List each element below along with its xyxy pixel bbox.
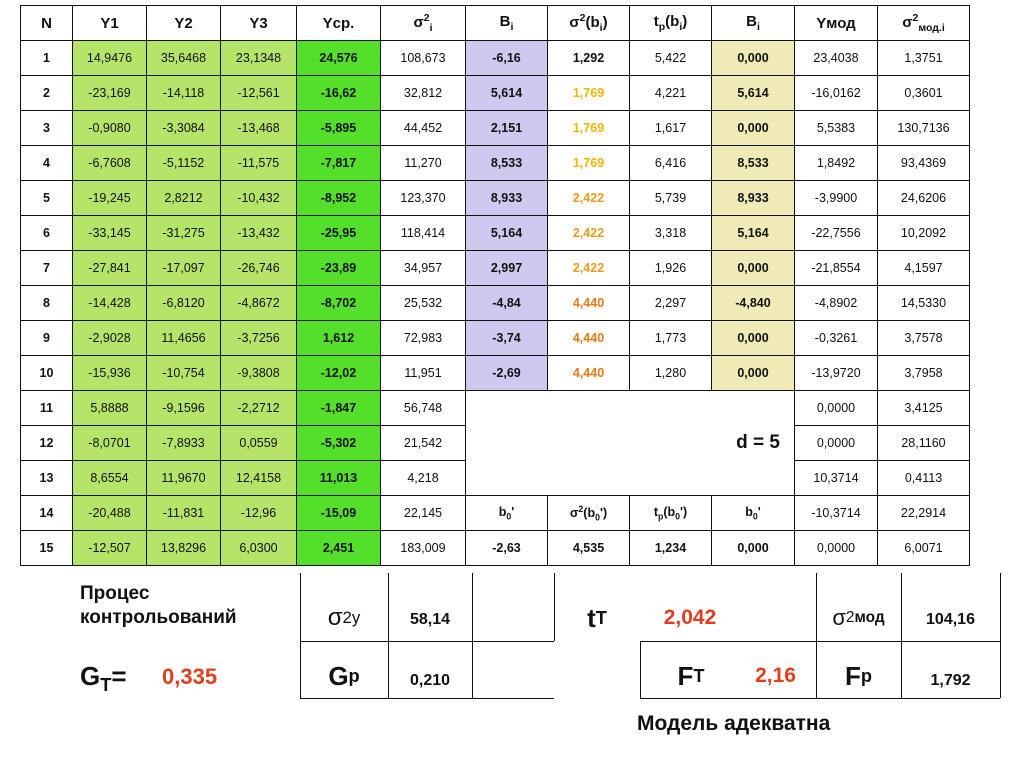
ycp-cell: -23,89: [297, 251, 381, 286]
header-b: $B_i$: [466, 6, 548, 41]
b-cell: 8,933: [466, 181, 548, 216]
y3-cell: -13,468: [221, 111, 297, 146]
sigma-cell: 183,009: [381, 531, 466, 566]
sigma-cell: 44,452: [381, 111, 466, 146]
y3-cell: -2,2712: [221, 391, 297, 426]
ycp-cell: -12,02: [297, 356, 381, 391]
b0-header: $b_0'$: [466, 496, 548, 531]
g-table-label: $G_T=$: [80, 661, 127, 696]
tp-cell: 1,280: [630, 356, 712, 391]
ycp-cell: 24,576: [297, 41, 381, 76]
sigma-mod-cell: 10,2092: [878, 216, 970, 251]
sigma-mod-cell: 22,2914: [878, 496, 970, 531]
header-y3: Y3: [221, 6, 297, 41]
y1-cell: -12,507: [73, 531, 147, 566]
y3-cell: -9,3808: [221, 356, 297, 391]
b-significant-cell: -4,840: [712, 286, 795, 321]
b-cell: 8,533: [466, 146, 548, 181]
process-label: Процес контрольований: [80, 583, 237, 628]
y3-cell: -26,746: [221, 251, 297, 286]
tp-cell: 2,297: [630, 286, 712, 321]
sigma-mod-label: σ 2 мод: [832, 605, 885, 630]
b-cell: -2,69: [466, 356, 548, 391]
sigma-cell: 4,218: [381, 461, 466, 496]
ycp-cell: 1,612: [297, 321, 381, 356]
table-row: [21, 251, 970, 286]
sigma-mod-cell: 93,4369: [878, 146, 970, 181]
header-row: [21, 6, 970, 41]
b-significant-cell: 0,000: [712, 251, 795, 286]
ycp-cell: -5,895: [297, 111, 381, 146]
b-significant-cell: 0,000: [712, 111, 795, 146]
tp-cell: 4,221: [630, 76, 712, 111]
y3-cell: -12,96: [221, 496, 297, 531]
sigma-b0-header: $\sigma^2(b_0')$: [548, 496, 630, 531]
y2-cell: -11,831: [147, 496, 221, 531]
y1-cell: 5,8888: [73, 391, 147, 426]
y2-cell: 35,6468: [147, 41, 221, 76]
sigma-mod-cell: 4,1597: [878, 251, 970, 286]
sigma-cell: 34,957: [381, 251, 466, 286]
tp-b0-header: $t_p(b_0')$: [630, 496, 712, 531]
b-cell: -3,74: [466, 321, 548, 356]
ymod-cell: 23,4038: [795, 41, 878, 76]
y3-cell: 6,0300: [221, 531, 297, 566]
ycp-cell: -1,847: [297, 391, 381, 426]
ymod-cell: 5,5383: [795, 111, 878, 146]
sigma-b-cell: 4,440: [548, 286, 630, 321]
sigma-mod-cell: 3,7578: [878, 321, 970, 356]
sigma-b-cell: 2,422: [548, 251, 630, 286]
b-cell: 2,997: [466, 251, 548, 286]
b0-significant-header: $b_0'$: [712, 496, 795, 531]
row-number: 1: [21, 41, 73, 76]
ymod-cell: 0,0000: [795, 391, 878, 426]
sigma-mod-cell: 14,5330: [878, 286, 970, 321]
y2-cell: -9,1596: [147, 391, 221, 426]
ycp-cell: 11,013: [297, 461, 381, 496]
ycp-cell: -5,302: [297, 426, 381, 461]
row-number: 6: [21, 216, 73, 251]
table-row: [21, 41, 970, 76]
row-number: 2: [21, 76, 73, 111]
y3-cell: 12,4158: [221, 461, 297, 496]
tp-cell: 1,773: [630, 321, 712, 356]
f-table-value: 2,16: [755, 664, 796, 687]
y2-cell: -7,8933: [147, 426, 221, 461]
y3-cell: -3,7256: [221, 321, 297, 356]
y1-cell: -27,841: [73, 251, 147, 286]
sigma-cell: 72,983: [381, 321, 466, 356]
y3-cell: -4,8672: [221, 286, 297, 321]
sigma-mod-cell: 0,4113: [878, 461, 970, 496]
sigma-cell: 11,270: [381, 146, 466, 181]
divider: [472, 573, 473, 698]
b-significant-cell: 0,000: [712, 41, 795, 76]
divider: [300, 641, 554, 642]
b-cell: -4,84: [466, 286, 548, 321]
table-row: [21, 531, 970, 566]
b-cell: 5,614: [466, 76, 548, 111]
ymod-cell: 10,3714: [795, 461, 878, 496]
f-p-label: F p: [844, 660, 872, 691]
row-number: 4: [21, 146, 73, 181]
b-significant-cell: 5,164: [712, 216, 795, 251]
y1-cell: 14,9476: [73, 41, 147, 76]
table-row: [21, 391, 970, 426]
ycp-cell: -8,952: [297, 181, 381, 216]
ymod-cell: 1,8492: [795, 146, 878, 181]
y3-cell: -12,561: [221, 76, 297, 111]
y1-cell: -0,9080: [73, 111, 147, 146]
tp-cell: 5,422: [630, 41, 712, 76]
divider: [300, 698, 554, 699]
y2-cell: 2,8212: [147, 181, 221, 216]
ycp-cell: -7,817: [297, 146, 381, 181]
b-cell: 2,151: [466, 111, 548, 146]
row-number: 13: [21, 461, 73, 496]
ycp-cell: -25,95: [297, 216, 381, 251]
g-p-label: G p: [328, 660, 360, 691]
ymod-cell: -13,9720: [795, 356, 878, 391]
sigma-cell: 11,951: [381, 356, 466, 391]
y2-cell: -5,1152: [147, 146, 221, 181]
header-y2: Y2: [147, 6, 221, 41]
sigma-cell: 118,414: [381, 216, 466, 251]
b-cell: 5,164: [466, 216, 548, 251]
y3-cell: -11,575: [221, 146, 297, 181]
b-significant-cell: 5,614: [712, 76, 795, 111]
tp-cell: 3,318: [630, 216, 712, 251]
ycp-cell: 2,451: [297, 531, 381, 566]
row-number: 8: [21, 286, 73, 321]
ymod-cell: -21,8554: [795, 251, 878, 286]
sigma-b-cell: 4,440: [548, 356, 630, 391]
y2-cell: -10,754: [147, 356, 221, 391]
y1-cell: -19,245: [73, 181, 147, 216]
y1-cell: -14,428: [73, 286, 147, 321]
table-row: [21, 356, 970, 391]
y1-cell: -23,169: [73, 76, 147, 111]
sigma-mod-cell: 28,1160: [878, 426, 970, 461]
header-y1: Y1: [73, 6, 147, 41]
sigma-b-cell: 1,769: [548, 76, 630, 111]
y1-cell: -20,488: [73, 496, 147, 531]
header-sigma-mod: $\sigma^2_{мод.i}$: [878, 6, 970, 41]
row-number: 11: [21, 391, 73, 426]
ymod-cell: -16,0162: [795, 76, 878, 111]
sigma-b0-value: 4,535: [548, 531, 630, 566]
y3-cell: -10,432: [221, 181, 297, 216]
table-row: [21, 181, 970, 216]
blank-cell: [466, 461, 795, 496]
header-sigma-b: $\sigma^2(b_i)$: [548, 6, 630, 41]
header-n: N: [21, 6, 73, 41]
y1-cell: -8,0701: [73, 426, 147, 461]
row-number: 5: [21, 181, 73, 216]
t-table-label: t T: [587, 602, 607, 633]
sigma-mod-value: 104,16: [926, 611, 975, 628]
sigma-cell: 22,145: [381, 496, 466, 531]
sigma-mod-cell: 0,3601: [878, 76, 970, 111]
sigma-cell: 32,812: [381, 76, 466, 111]
blank-cell: [466, 391, 795, 426]
b-significant-cell: 0,000: [712, 321, 795, 356]
table-row: [21, 76, 970, 111]
regression-table: [20, 5, 970, 566]
b-significant-cell: 8,933: [712, 181, 795, 216]
b-cell: -6,16: [466, 41, 548, 76]
row-number: 3: [21, 111, 73, 146]
b0-value: -2,63: [466, 531, 548, 566]
row-number: 14: [21, 496, 73, 531]
sigma-y-label: σ 2 y: [327, 604, 361, 631]
y3-cell: -13,432: [221, 216, 297, 251]
divider: [640, 641, 1000, 642]
y2-cell: -14,118: [147, 76, 221, 111]
tp-cell: 6,416: [630, 146, 712, 181]
row-number: 12: [21, 426, 73, 461]
sigma-b-cell: 4,440: [548, 321, 630, 356]
sigma-mod-cell: 6,0071: [878, 531, 970, 566]
table-row: [21, 461, 970, 496]
sigma-cell: 108,673: [381, 41, 466, 76]
y1-cell: 8,6554: [73, 461, 147, 496]
y1-cell: -33,145: [73, 216, 147, 251]
g-p-value: 0,210: [409, 672, 451, 689]
sigma-mod-cell: 130,7136: [878, 111, 970, 146]
b0-significant-value: 0,000: [712, 531, 795, 566]
d-label: d = 5: [466, 426, 795, 461]
table-row: [21, 111, 970, 146]
row-number: 15: [21, 531, 73, 566]
divider: [640, 698, 1000, 699]
sigma-b-cell: 2,422: [548, 216, 630, 251]
header-tp: $t_p(b_i)$: [630, 6, 712, 41]
ymod-cell: -3,9900: [795, 181, 878, 216]
table-row: [21, 216, 970, 251]
y2-cell: 13,8296: [147, 531, 221, 566]
tp-b0-value: 1,234: [630, 531, 712, 566]
y3-cell: 0,0559: [221, 426, 297, 461]
sigma-mod-cell: 1,3751: [878, 41, 970, 76]
y2-cell: -17,097: [147, 251, 221, 286]
sigma-cell: 123,370: [381, 181, 466, 216]
header-ycp: Yср.: [297, 6, 381, 41]
divider: [1000, 573, 1001, 698]
sigma-mod-cell: 3,7958: [878, 356, 970, 391]
tp-cell: 1,926: [630, 251, 712, 286]
b-significant-cell: 0,000: [712, 356, 795, 391]
sigma-mod-cell: 24,6206: [878, 181, 970, 216]
table-row: [21, 146, 970, 181]
table-row: [21, 321, 970, 356]
conclusion-text: Модель адекватна: [637, 712, 831, 735]
sigma-mod-cell: 3,4125: [878, 391, 970, 426]
sigma-b-cell: 2,422: [548, 181, 630, 216]
sigma-cell: 21,542: [381, 426, 466, 461]
ycp-cell: -16,62: [297, 76, 381, 111]
row-number: 10: [21, 356, 73, 391]
header-sigma-i: $\sigma^2_i$: [381, 6, 466, 41]
ymod-cell: -10,3714: [795, 496, 878, 531]
ymod-cell: -22,7556: [795, 216, 878, 251]
sigma-y-value: 58,14: [409, 611, 451, 628]
g-table-value: 0,335: [162, 664, 218, 689]
sigma-b-cell: 1,769: [548, 111, 630, 146]
ymod-cell: 0,0000: [795, 531, 878, 566]
ymod-cell: 0,0000: [795, 426, 878, 461]
table-row: [21, 496, 970, 531]
t-table-value: 2,042: [663, 606, 717, 629]
row-number: 9: [21, 321, 73, 356]
sigma-cell: 25,532: [381, 286, 466, 321]
y1-cell: -2,9028: [73, 321, 147, 356]
ymod-cell: -0,3261: [795, 321, 878, 356]
y2-cell: -31,275: [147, 216, 221, 251]
row-number: 7: [21, 251, 73, 286]
table-body: [21, 6, 970, 566]
y1-cell: -6,7608: [73, 146, 147, 181]
sigma-b-cell: 1,769: [548, 146, 630, 181]
y2-cell: 11,4656: [147, 321, 221, 356]
y2-cell: -6,8120: [147, 286, 221, 321]
ymod-cell: -4,8902: [795, 286, 878, 321]
table-row: [21, 426, 970, 461]
b-significant-cell: 8,533: [712, 146, 795, 181]
tp-cell: 5,739: [630, 181, 712, 216]
divider: [640, 641, 641, 698]
table-row: [21, 286, 970, 321]
y1-cell: -15,936: [73, 356, 147, 391]
tp-cell: 1,617: [630, 111, 712, 146]
sigma-b-cell: 1,292: [548, 41, 630, 76]
y2-cell: 11,9670: [147, 461, 221, 496]
f-p-value: 1,792: [930, 672, 971, 689]
ycp-cell: -8,702: [297, 286, 381, 321]
header-ymod: Yмод: [795, 6, 878, 41]
y2-cell: -3,3084: [147, 111, 221, 146]
f-table-label: F T: [677, 660, 705, 691]
y3-cell: 23,1348: [221, 41, 297, 76]
ycp-cell: -15,09: [297, 496, 381, 531]
sigma-cell: 56,748: [381, 391, 466, 426]
header-b-significant: $B_i$: [712, 6, 795, 41]
